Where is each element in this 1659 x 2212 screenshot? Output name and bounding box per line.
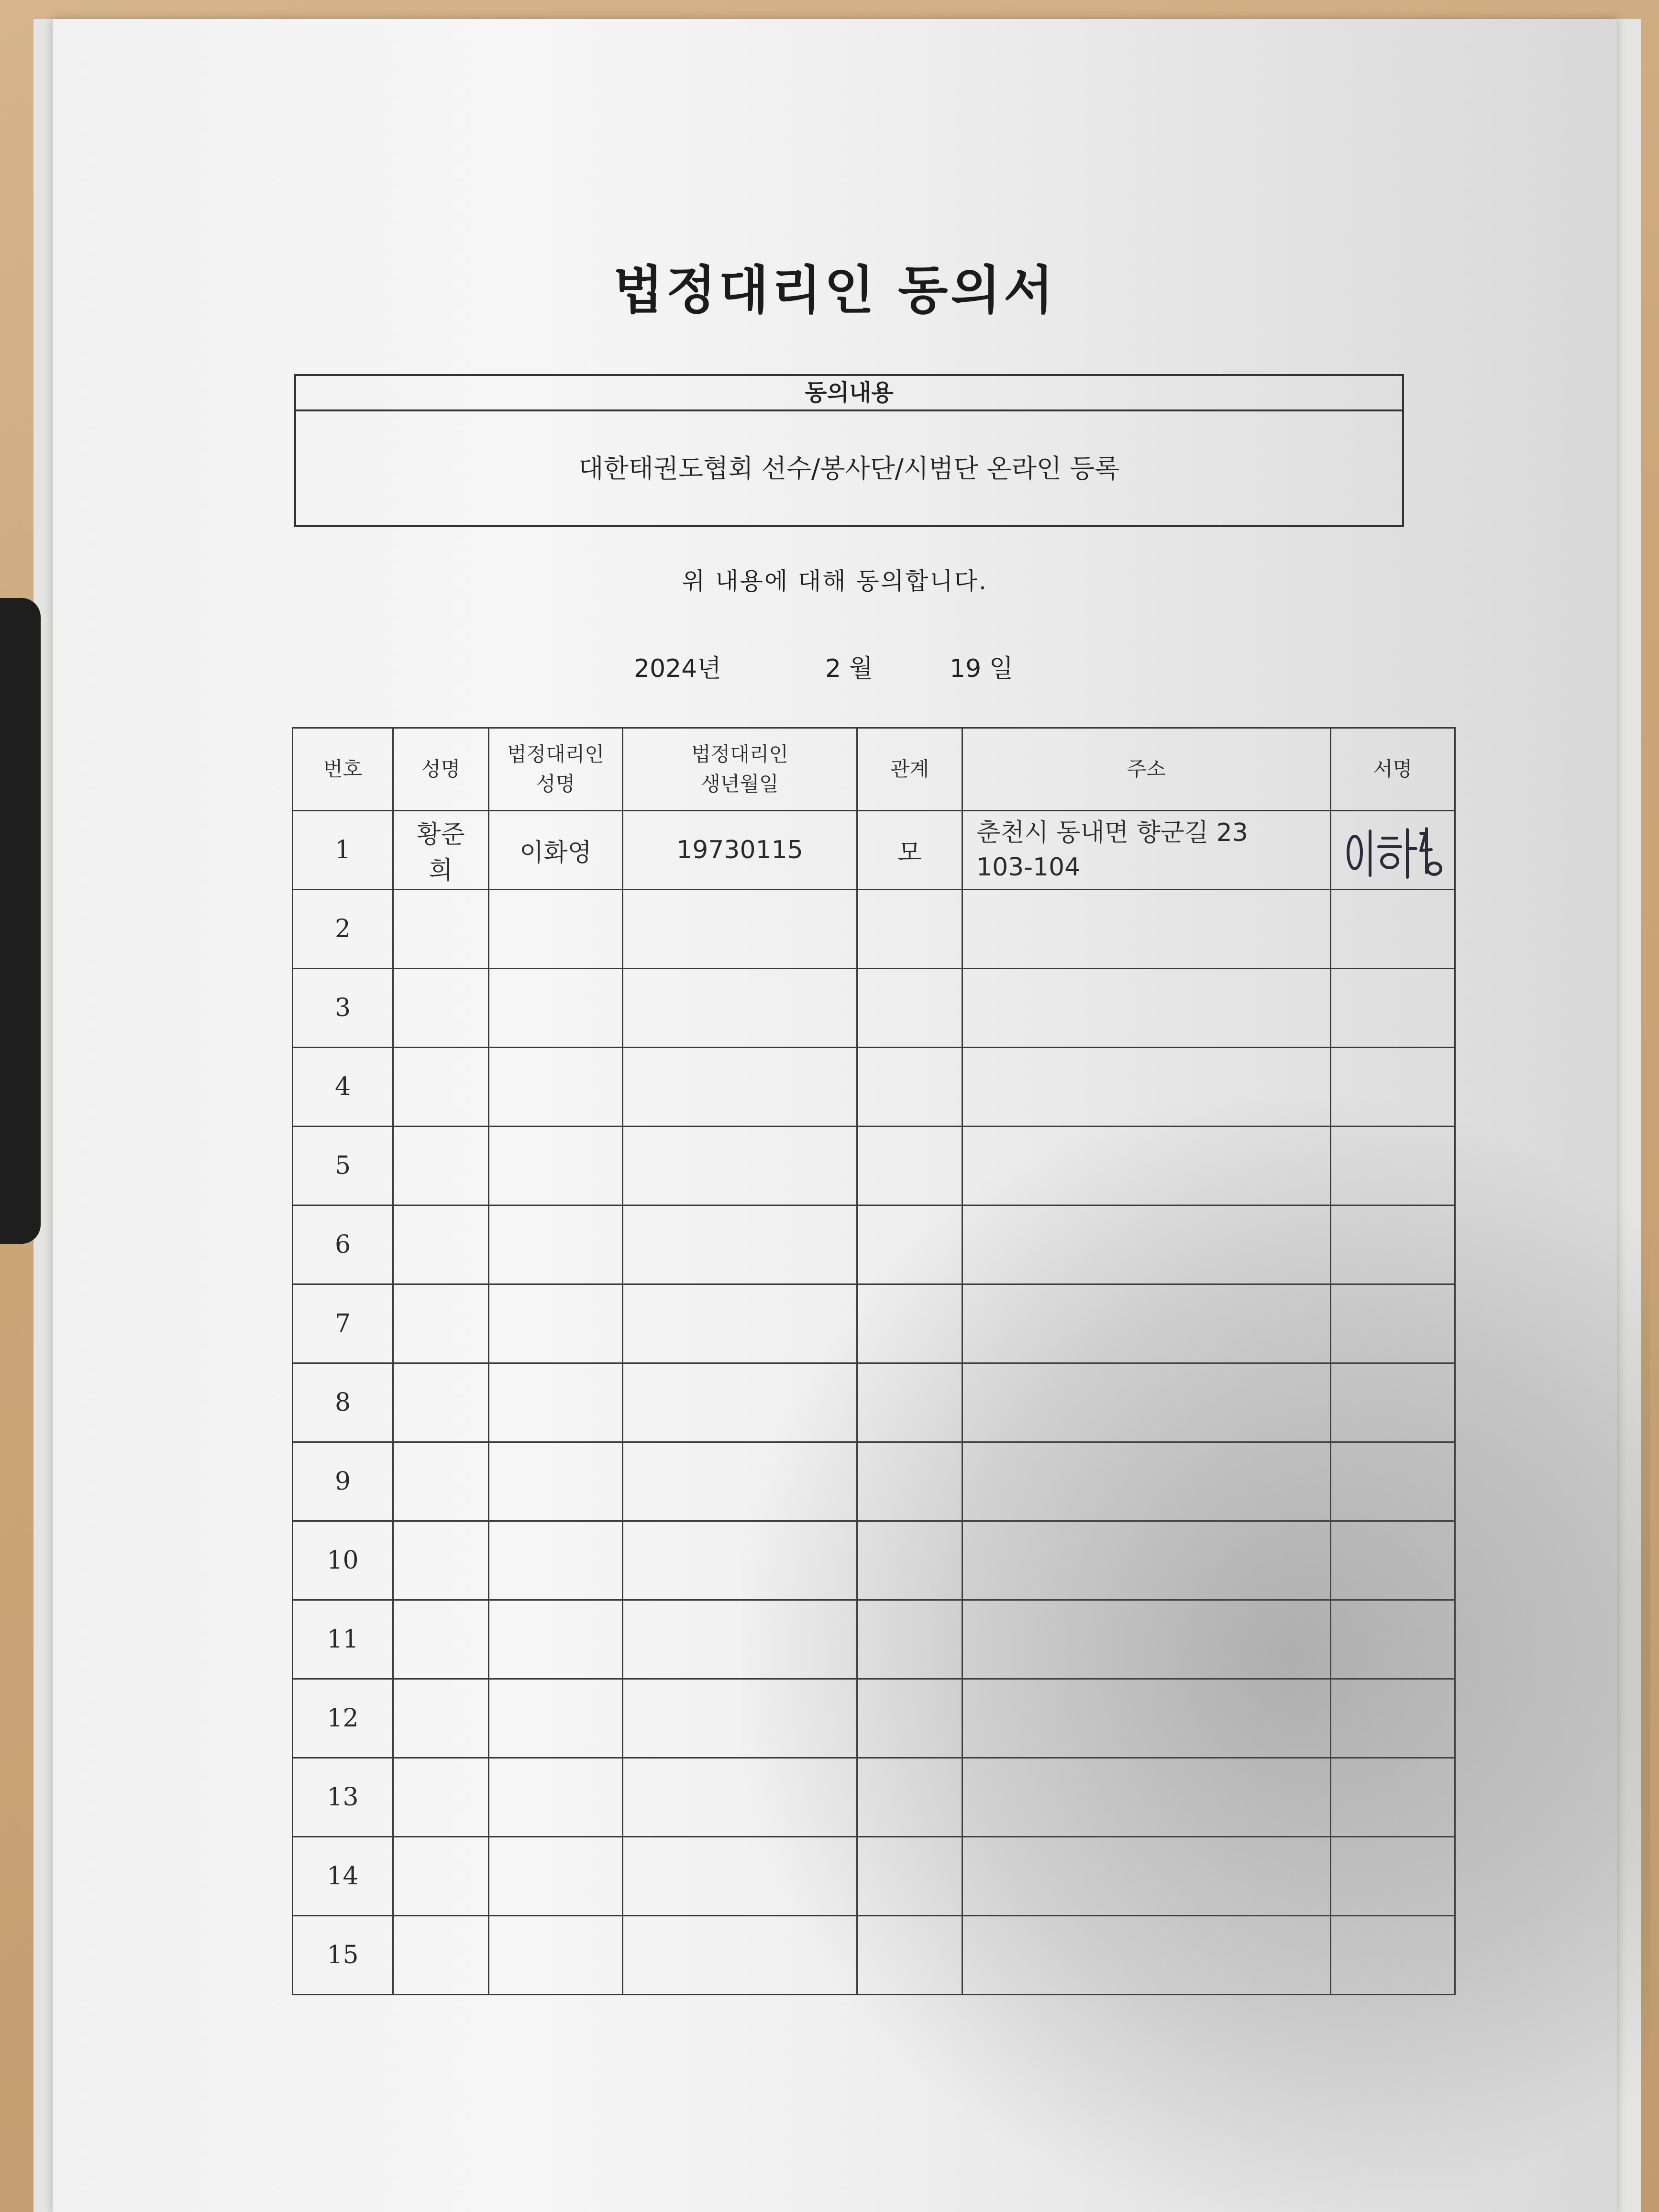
cell-guardian-name [489,1600,623,1679]
cell-guardian-birth [623,1679,857,1758]
document-title: 법정대리인 동의서 [613,261,1057,321]
cell-relation [857,1837,962,1916]
header-relation: 관계 [857,728,962,811]
cell-guardian-name [489,969,623,1048]
cell-name [393,1758,489,1837]
cell-name [393,1442,489,1521]
cell-relation [857,1679,962,1758]
cell-relation [857,969,962,1048]
cell-guardian-name [489,1837,623,1916]
cell-name [393,890,489,969]
cell-address [962,1048,1331,1127]
cell-address [962,1758,1331,1837]
cell-number: 7 [293,1284,393,1363]
cell-relation [857,1758,962,1837]
cell-relation [857,1048,962,1127]
cell-address [962,1127,1331,1206]
cell-name [393,1127,489,1206]
cell-guardian-birth [623,1916,857,1995]
cell-address [962,969,1331,1048]
cell-name [393,1521,489,1600]
cell-name [393,1206,489,1284]
cell-number: 15 [293,1916,393,1995]
cell-name [393,1600,489,1679]
date-day: 19 일 [950,654,1013,683]
cell-name: 황준 희 [393,811,489,890]
cell-guardian-name [489,1363,623,1442]
cell-guardian-name [489,1758,623,1837]
cell-signature [1331,1837,1455,1916]
cell-number: 1 [293,811,393,890]
cell-number: 13 [293,1758,393,1837]
cell-number: 9 [293,1442,393,1521]
header-name: 성명 [393,728,489,811]
cell-relation [857,1442,962,1521]
cell-guardian-name [489,1127,623,1206]
date-month: 2 월 [825,654,873,683]
cell-name [393,1363,489,1442]
cell-number: 8 [293,1363,393,1442]
guardian-table [292,727,1456,1995]
table-row [293,1521,1455,1600]
cell-signature [1331,1206,1455,1284]
cell-guardian-birth [623,890,857,969]
cell-address [962,1284,1331,1363]
cell-relation [857,1521,962,1600]
cell-number: 14 [293,1837,393,1916]
table-row [293,1600,1455,1679]
cell-guardian-name [489,1284,623,1363]
consent-header: 동의내용 [296,376,1402,411]
cell-signature [1331,811,1455,890]
table-row [293,1679,1455,1758]
cell-name [393,1048,489,1127]
cell-signature [1331,1600,1455,1679]
cell-number: 4 [293,1048,393,1127]
cell-number: 5 [293,1127,393,1206]
table-row [293,811,1455,890]
table-row [293,1837,1455,1916]
cell-name [393,1916,489,1995]
cell-guardian-name [489,1521,623,1600]
cell-signature [1331,1284,1455,1363]
table-row [293,969,1455,1048]
table-header-row [293,728,1455,811]
cell-signature [1331,969,1455,1048]
table-row [293,1284,1455,1363]
header-guardian-birth: 법정대리인 생년월일 [623,728,857,811]
cell-guardian-name [489,1442,623,1521]
cell-signature [1331,1048,1455,1127]
cell-relation [857,1600,962,1679]
cell-signature [1331,1363,1455,1442]
cell-guardian-birth [623,1600,857,1679]
cell-guardian-birth [623,1758,857,1837]
cell-relation [857,1916,962,1995]
header-guardian-name: 법정대리인 성명 [489,728,623,811]
cell-number: 6 [293,1206,393,1284]
cell-guardian-birth [623,1521,857,1600]
cell-number: 11 [293,1600,393,1679]
cell-guardian-birth [623,1837,857,1916]
cell-name [393,1837,489,1916]
cell-address [962,1363,1331,1442]
table-row [293,1916,1455,1995]
table-row [293,1363,1455,1442]
cell-name [393,969,489,1048]
cell-address [962,1916,1331,1995]
table-row [293,1758,1455,1837]
cell-relation [857,1284,962,1363]
table-row [293,1206,1455,1284]
cell-number: 10 [293,1521,393,1600]
cell-address [962,1600,1331,1679]
handwritten-signature [1340,819,1446,881]
cell-signature [1331,1758,1455,1837]
cell-guardian-birth [623,1127,857,1206]
cell-number: 12 [293,1679,393,1758]
cell-relation: 모 [857,811,962,890]
cell-signature [1331,1442,1455,1521]
cell-address: 춘천시 동내면 향군길 23 103-104 [962,811,1331,890]
cell-relation [857,1206,962,1284]
header-number: 번호 [293,728,393,811]
cell-signature [1331,1679,1455,1758]
consent-form-page [53,19,1617,2212]
consent-text: 대한태권도협회 선수/봉사단/시범단 온라인 등록 [578,453,1120,484]
cell-guardian-birth [623,1284,857,1363]
binder-clip [0,598,41,1244]
cell-guardian-birth [623,1048,857,1127]
agreement-statement: 위 내용에 대해 동의합니다. [682,567,988,595]
cell-guardian-birth: 19730115 [623,811,857,890]
date-year: 2024년 [634,654,721,683]
cell-guardian-name: 이화영 [489,811,623,890]
header-address: 주소 [962,728,1331,811]
cell-signature [1331,1916,1455,1995]
cell-name [393,1284,489,1363]
cell-guardian-name [489,1048,623,1127]
cell-guardian-name [489,1916,623,1995]
cell-name [393,1679,489,1758]
cell-address [962,1442,1331,1521]
cell-address [962,1206,1331,1284]
consent-content-box [294,374,1404,527]
table-row [293,890,1455,969]
cell-guardian-birth [623,1206,857,1284]
cell-guardian-birth [623,1363,857,1442]
table-row [293,1048,1455,1127]
cell-signature [1331,890,1455,969]
cell-relation [857,1127,962,1206]
cell-guardian-birth [623,969,857,1048]
cell-guardian-name [489,1206,623,1284]
cell-address [962,1679,1331,1758]
header-signature: 서명 [1331,728,1455,811]
cell-number: 3 [293,969,393,1048]
cell-guardian-birth [623,1442,857,1521]
cell-relation [857,890,962,969]
table-row [293,1442,1455,1521]
cell-signature [1331,1127,1455,1206]
cell-address [962,1521,1331,1600]
cell-signature [1331,1521,1455,1600]
cell-guardian-name [489,890,623,969]
cell-address [962,1837,1331,1916]
cell-number: 2 [293,890,393,969]
cell-address [962,890,1331,969]
cell-guardian-name [489,1679,623,1758]
cell-relation [857,1363,962,1442]
table-row [293,1127,1455,1206]
